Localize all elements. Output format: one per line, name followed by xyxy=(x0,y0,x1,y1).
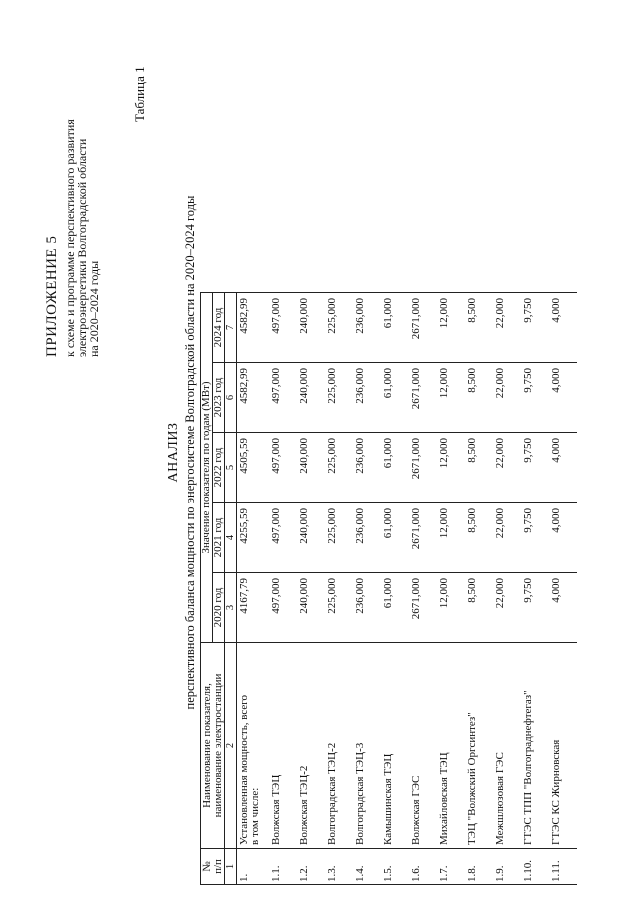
value-cell: 225,000 xyxy=(325,293,353,363)
value-cell: 236,000 xyxy=(353,503,381,573)
table-row xyxy=(297,293,325,885)
appendix-line: электроэнергетики Волгоградской области xyxy=(75,138,89,357)
value-cell: 8,500 xyxy=(465,363,493,433)
value-cell: 2671,000 xyxy=(409,363,437,433)
value-cell: 61,000 xyxy=(381,573,409,643)
value-cell: 61,000 xyxy=(381,433,409,503)
value-cell: 22,000 xyxy=(493,293,521,363)
year-header: 2020 год xyxy=(213,573,225,643)
table-row xyxy=(381,293,409,885)
row-number: 1.1. xyxy=(269,849,297,885)
value-cell: 22,000 xyxy=(493,573,521,643)
value-cell: 225,000 xyxy=(325,573,353,643)
value-cell: 12,000 xyxy=(437,573,465,643)
row-number: 1.2. xyxy=(297,849,325,885)
row-name: Волгоградская ТЭЦ-2 xyxy=(325,643,353,849)
year-header: 2022 год xyxy=(213,433,225,503)
value-cell: 236,000 xyxy=(353,363,381,433)
value-cell: 4582,99 xyxy=(237,293,270,363)
index-cell: 4 xyxy=(225,503,237,573)
value-cell: 236,000 xyxy=(353,293,381,363)
value-cell: 4,000 xyxy=(549,433,577,503)
value-cell: 4582,99 xyxy=(237,363,270,433)
value-cell: 497,000 xyxy=(269,573,297,643)
row-name: Камышинская ТЭЦ xyxy=(381,643,409,849)
row-name: Установленная мощность, всего в том числе: xyxy=(237,643,270,849)
row-name: ГТЭС КС Жирновская xyxy=(549,643,577,849)
index-cell: 5 xyxy=(225,433,237,503)
table-row xyxy=(493,293,521,885)
index-cell: 3 xyxy=(225,573,237,643)
value-cell: 4,000 xyxy=(549,293,577,363)
value-cell: 12,000 xyxy=(437,433,465,503)
table-number: Таблица 1 xyxy=(132,66,147,122)
row-number: 1.5. xyxy=(381,849,409,885)
row-number: 1.9. xyxy=(493,849,521,885)
index-cell: 7 xyxy=(225,293,237,363)
value-cell: 9,750 xyxy=(521,573,549,643)
table-row xyxy=(549,293,577,885)
appendix-line: на 2020–2024 годы xyxy=(87,260,101,357)
row-name: Волжская ТЭЦ-2 xyxy=(297,643,325,849)
table-row xyxy=(465,293,493,885)
value-cell: 240,000 xyxy=(297,433,325,503)
index-cell: 6 xyxy=(225,363,237,433)
table-row xyxy=(237,293,270,885)
value-cell: 2671,000 xyxy=(409,503,437,573)
row-name: Межшлюзовая ГЭС xyxy=(493,643,521,849)
value-cell: 61,000 xyxy=(381,363,409,433)
value-cell: 61,000 xyxy=(381,293,409,363)
table-row xyxy=(521,293,549,885)
value-cell: 8,500 xyxy=(465,503,493,573)
value-cell: 240,000 xyxy=(297,293,325,363)
value-cell: 497,000 xyxy=(269,433,297,503)
year-header: 2024 год xyxy=(213,293,225,363)
value-cell: 22,000 xyxy=(493,363,521,433)
appendix-line: к схеме и программе перспективного развития xyxy=(63,119,77,357)
value-cell: 240,000 xyxy=(297,573,325,643)
table-row xyxy=(409,293,437,885)
row-name: Михайловская ТЭЦ xyxy=(437,643,465,849)
value-cell: 9,750 xyxy=(521,433,549,503)
row-number: 1.7. xyxy=(437,849,465,885)
value-cell: 9,750 xyxy=(521,503,549,573)
value-cell: 9,750 xyxy=(521,293,549,363)
index-cell: 1 xyxy=(225,849,237,885)
value-cell: 12,000 xyxy=(437,503,465,573)
value-cell: 225,000 xyxy=(325,503,353,573)
row-name: Волгоградская ТЭЦ-3 xyxy=(353,643,381,849)
row-name: ТЭЦ "Волжский Оргсинтез" xyxy=(465,643,493,849)
value-cell: 8,500 xyxy=(465,433,493,503)
column-group-header: Значение показателя по годам (МВт) xyxy=(201,293,213,643)
row-number: 1. xyxy=(237,849,270,885)
value-cell: 2671,000 xyxy=(409,433,437,503)
row-number: 1.8. xyxy=(465,849,493,885)
value-cell: 240,000 xyxy=(297,503,325,573)
column-header-number: № п/п xyxy=(201,849,225,885)
row-number: 1.6. xyxy=(409,849,437,885)
table-row xyxy=(325,293,353,885)
row-number: 1.11. xyxy=(549,849,577,885)
value-cell: 497,000 xyxy=(269,503,297,573)
document-title: АНАЛИЗ xyxy=(166,422,181,483)
table-row xyxy=(269,293,297,885)
value-cell: 12,000 xyxy=(437,363,465,433)
row-number: 1.4. xyxy=(353,849,381,885)
table-body xyxy=(237,293,578,885)
index-cell: 2 xyxy=(225,643,237,849)
row-name: Волжская ТЭЦ xyxy=(269,643,297,849)
year-header: 2021 год xyxy=(213,503,225,573)
value-cell: 4,000 xyxy=(549,363,577,433)
year-header: 2023 год xyxy=(213,363,225,433)
value-cell: 2671,000 xyxy=(409,293,437,363)
row-name: Волжская ГЭС xyxy=(409,643,437,849)
row-number: 1.3. xyxy=(325,849,353,885)
value-cell: 8,500 xyxy=(465,573,493,643)
value-cell: 236,000 xyxy=(353,573,381,643)
value-cell: 225,000 xyxy=(325,433,353,503)
appendix-title: ПРИЛОЖЕНИЕ 5 xyxy=(44,235,60,357)
value-cell: 4505,59 xyxy=(237,433,270,503)
value-cell: 4255,59 xyxy=(237,503,270,573)
table-row xyxy=(353,293,381,885)
value-cell: 497,000 xyxy=(269,293,297,363)
value-cell: 9,750 xyxy=(521,363,549,433)
column-header-name: Наименование показателя, наименование электростанции xyxy=(201,643,225,849)
appendix-description xyxy=(64,57,100,357)
row-number: 1.10. xyxy=(521,849,549,885)
value-cell: 2671,000 xyxy=(409,573,437,643)
value-cell: 12,000 xyxy=(437,293,465,363)
value-cell: 236,000 xyxy=(353,433,381,503)
document-subtitle: перспективного баланса мощности по энергосистеме Волгоградской области на 2020–2024 годы xyxy=(183,195,197,710)
row-name: ГТЭС ТПП "Волгограднефтегаз" xyxy=(521,643,549,849)
index-row xyxy=(225,293,237,885)
value-cell: 225,000 xyxy=(325,363,353,433)
value-cell: 4,000 xyxy=(549,573,577,643)
value-cell: 22,000 xyxy=(493,433,521,503)
balance-table xyxy=(200,292,577,885)
table-row xyxy=(437,293,465,885)
value-cell: 4,000 xyxy=(549,503,577,573)
value-cell: 240,000 xyxy=(297,363,325,433)
value-cell: 4167,79 xyxy=(237,573,270,643)
value-cell: 22,000 xyxy=(493,503,521,573)
value-cell: 497,000 xyxy=(269,363,297,433)
value-cell: 8,500 xyxy=(465,293,493,363)
value-cell: 61,000 xyxy=(381,503,409,573)
